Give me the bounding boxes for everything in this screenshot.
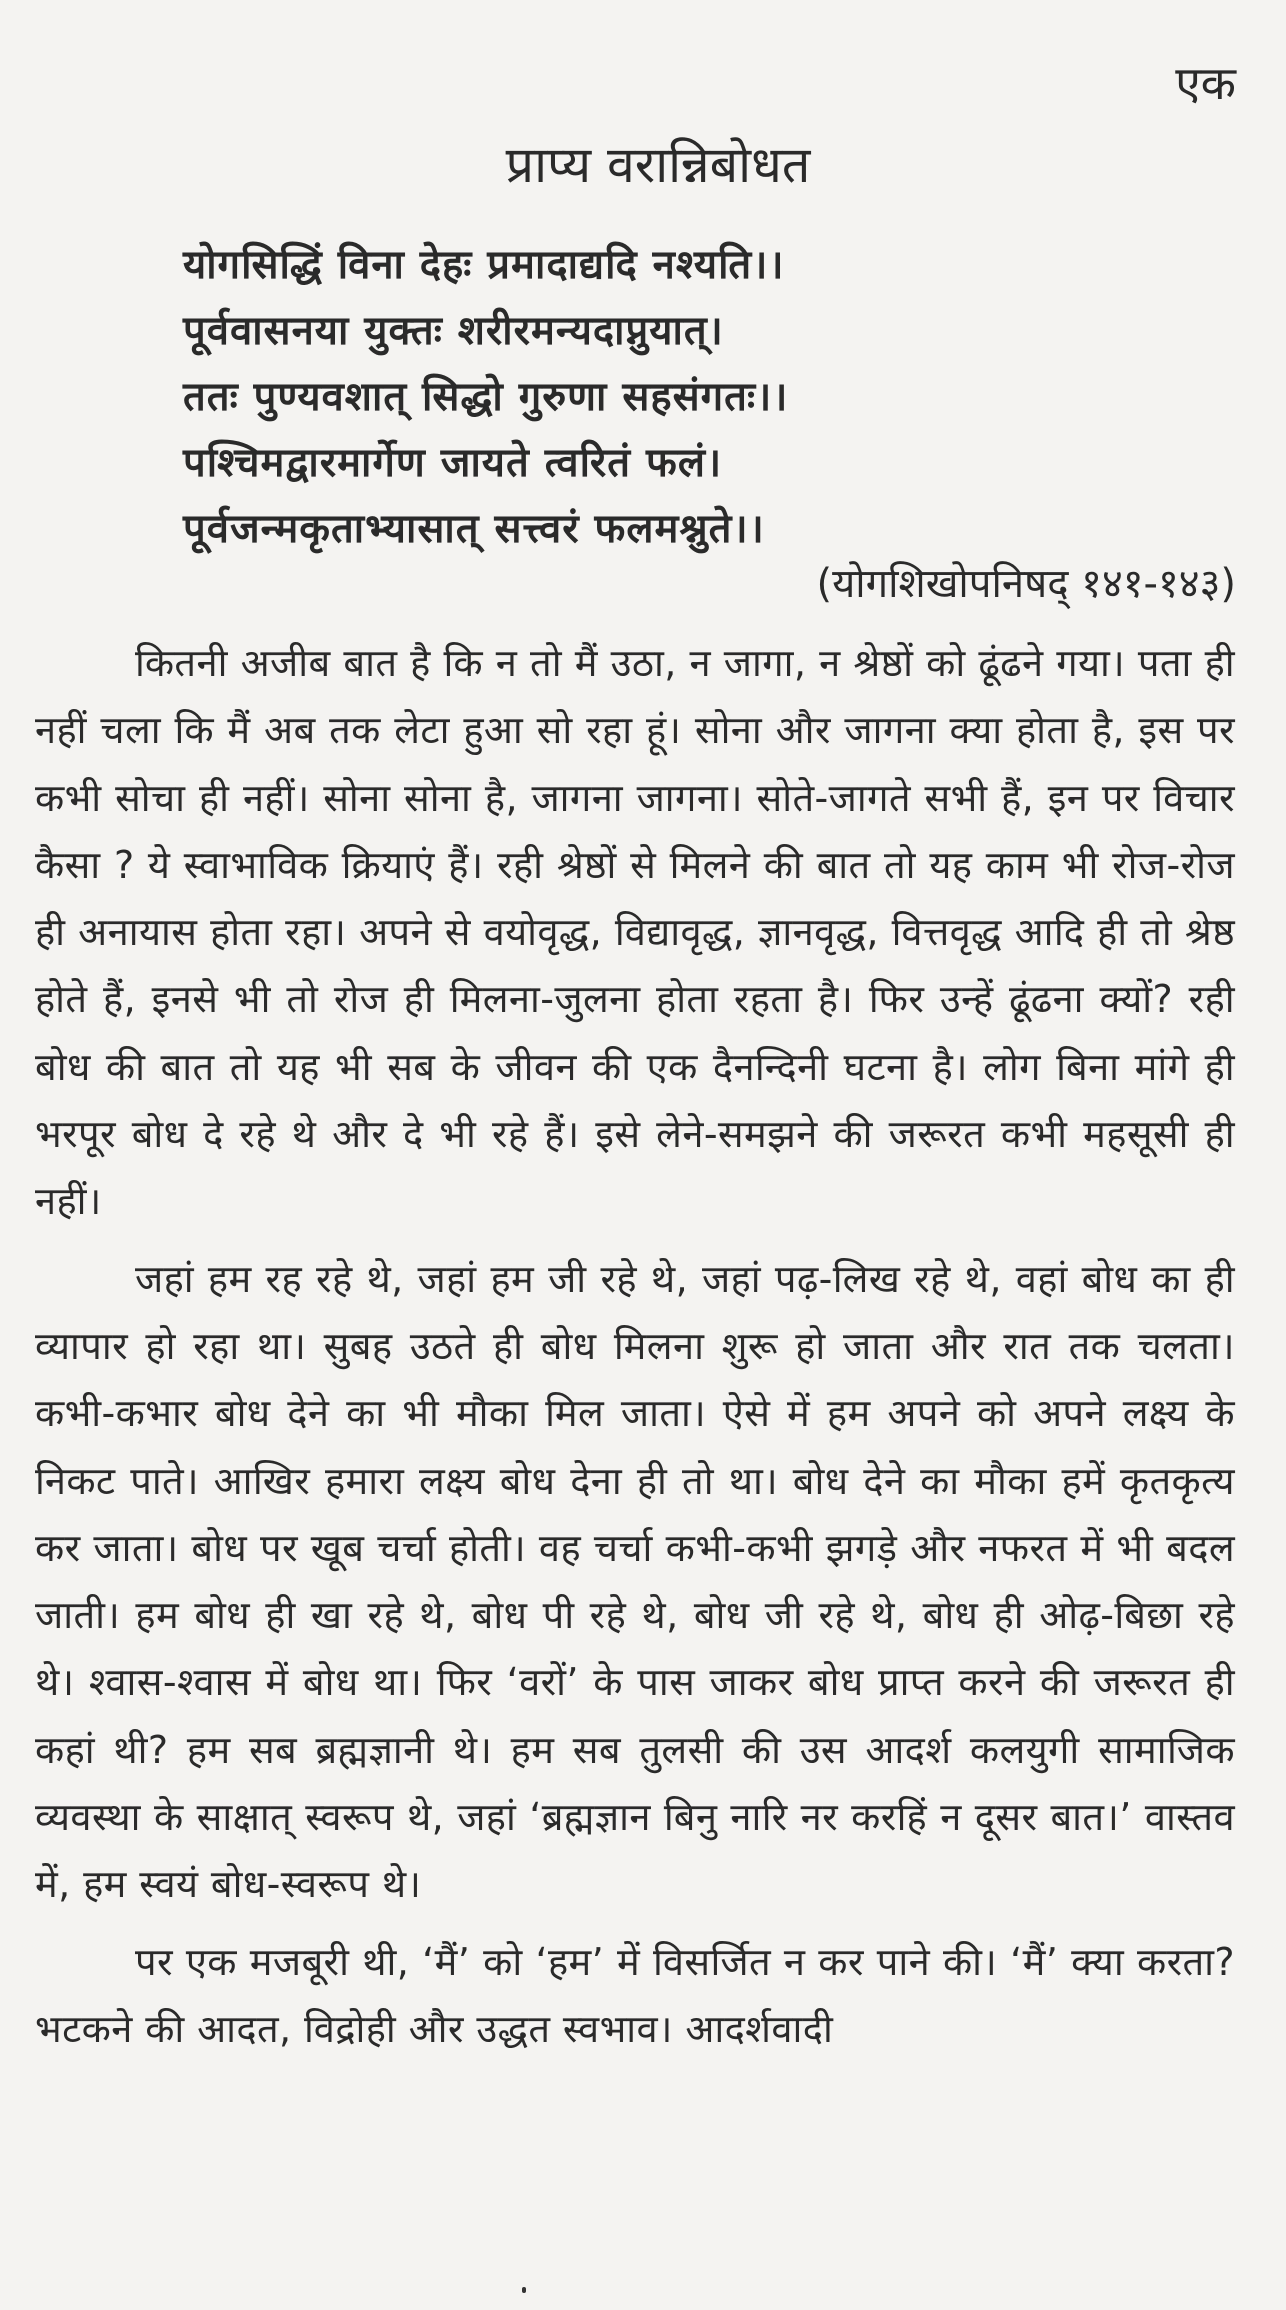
paragraph: कितनी अजीब बात है कि न तो मैं उठा, न जागा, न श्रेष्ठों को ढूंढने गया। पता ही नहीं चला कि मैं अब तक लेटा हुआ सो रहा हूं। सोना और जागना क्या होता है, इस पर कभी सोचा ही नहीं। सोना सोना है, जागना जागना। सोते-जागते सभी हैं, इन पर विचार कैसा ? ये स्वाभाविक क्रियाएं हैं। रही श्रेष्ठों से मिलने की बात तो यह काम भी रोज-रोज ही अनायास होता रहा। अपने से वयोवृद्ध, विद्यावृद्ध, ज्ञानवृद्ध, वित्तवृद्ध आदि ही तो श्रेष्ठ होते हैं, इनसे भी तो रोज ही मिलना-जुलना होता रहता है। फिर उन्हें ढूंढना क्यों? रही बोध की बात तो यह भी सब के जीवन की एक दैनन्दिनी घटना है। लोग बिना मांगे ही भरपूर बोध दे रहे थे और दे भी रहे हैं। इसे लेने-समझने की जरूरत कभी महसूसी ही नहीं। <box>35 641 1235 1224</box>
sanskrit-verse <box>183 232 1243 562</box>
body-text <box>35 630 1235 2073</box>
verse-line: पूर्वजन्मकृताभ्यासात् सत्त्वरं फलमश्नुते।। <box>183 506 765 552</box>
page-number: एक <box>1175 56 1236 110</box>
verse-line: ततः पुण्यवशात् सिद्धो गुरुणा सहसंगतः।। <box>183 374 789 420</box>
chapter-title: प्राप्य वरान्निबोधत <box>505 136 811 194</box>
verse-line: पश्चिमद्वारमार्गेण जायते त्वरितं फलं। <box>183 440 723 486</box>
paragraph: जहां हम रह रहे थे, जहां हम जी रहे थे, जहां पढ़-लिख रहे थे, वहां बोध का ही व्यापार हो रहा था। सुबह उठते ही बोध मिलना शुरू हो जाता और रात तक चलता। कभी-कभार बोध देने का भी मौका मिल जाता। ऐसे में हम अपने को अपने लक्ष्य के निकट पाते। आखिर हमारा लक्ष्य बोध देना ही तो था। बोध देने का मौका हमें कृतकृत्य कर जाता। बोध पर खूब चर्चा होती। वह चर्चा कभी-कभी झगड़े और नफरत में भी बदल जाती। हम बोध ही खा रहे थे, बोध पी रहे थे, बोध जी रहे थे, बोध ही ओढ़-बिछा रहे थे। श्वास-श्वास में बोध था। फिर ‘वरों’ के पास जाकर बोध प्राप्त करने की जरूरत ही कहां थी? हम सब ब्रह्मज्ञानी थे। हम सब तुलसी की उस आदर्श कलयुगी सामाजिक व्यवस्था के साक्षात् स्वरूप थे, जहां ‘ब्रह्मज्ञान बिनु नारि नर करहिं न दूसर बात।’ वास्तव में, हम स्वयं बोध-स्वरूप थे। <box>35 1256 1235 1907</box>
print-speck <box>522 2287 526 2293</box>
verse-line: पूर्ववासनया युक्तः शरीरमन्यदाप्नुयात्। <box>183 308 724 354</box>
verse-line: योगसिद्धिं विना देहः प्रमादाद्यदि नश्यति।। <box>183 242 785 288</box>
paragraph: पर एक मजबूरी थी, ‘मैं’ को ‘हम’ में विसर्जित न कर पाने की। ‘मैं’ क्या करता? भटकने की आदत, विद्रोही और उद्धत स्वभाव। आदर्शवादी <box>35 1939 1235 2051</box>
verse-citation: (योगशिखोपनिषद् १४१-१४३) <box>816 561 1236 607</box>
